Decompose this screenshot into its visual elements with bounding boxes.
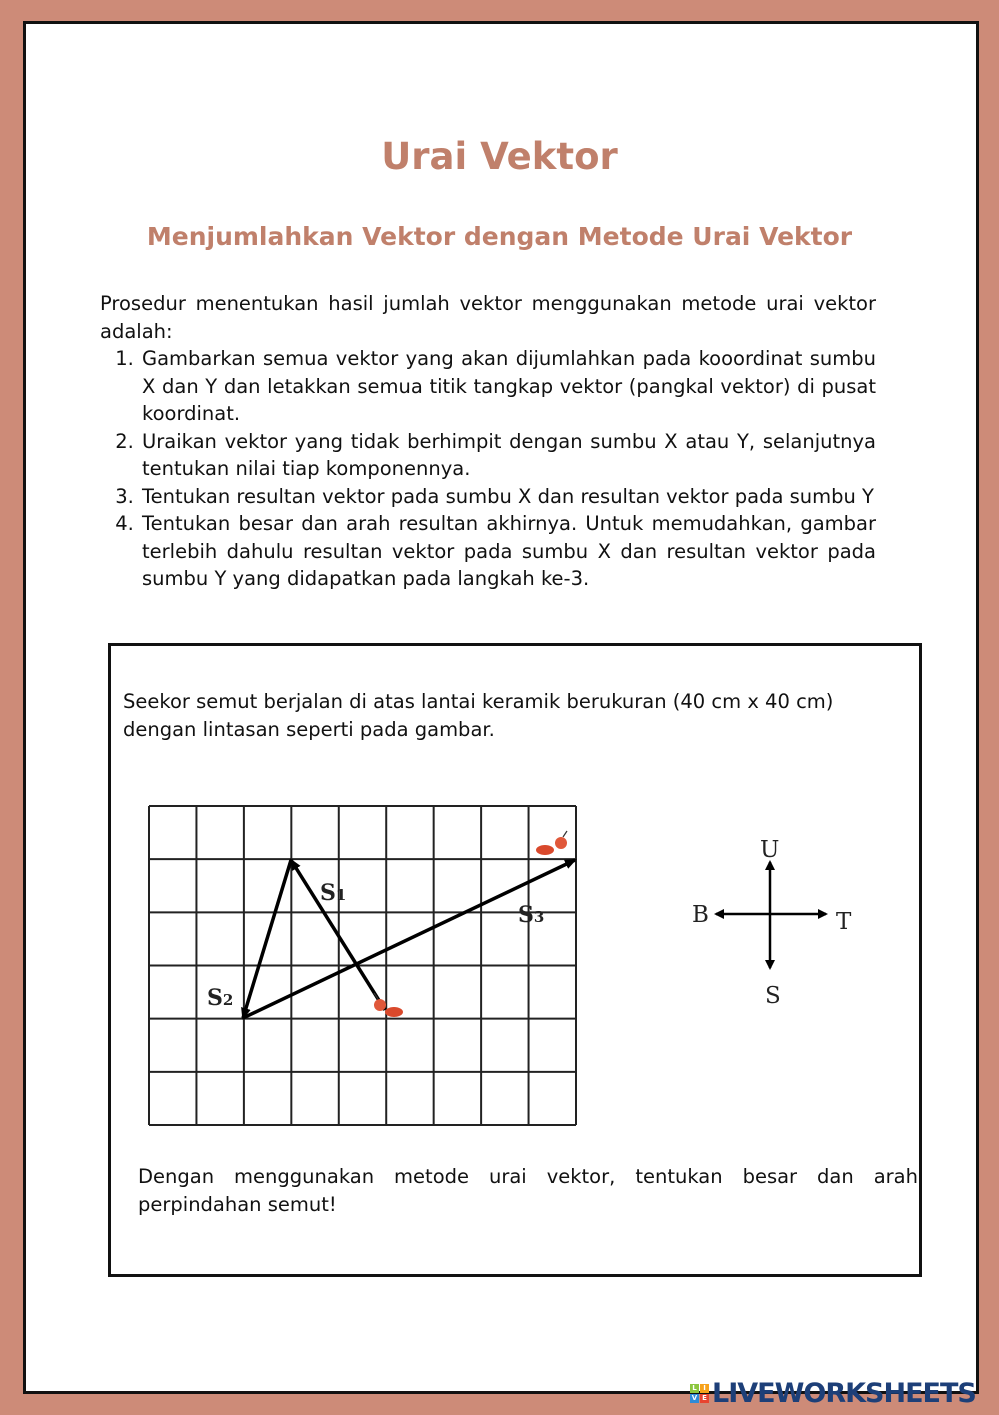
label-s1: S1 — [320, 880, 347, 906]
tile-grid — [149, 806, 576, 1125]
step-2: 2. Uraikan vektor yang tidak berhimpit dengan sumbu X atau Y, selanjutnya tentukan nilai tiap komponennya. — [140, 428, 876, 483]
procedure-intro: Prosedur menentukan hasil jumlah vektor menggunakan metode urai vektor adalah: — [100, 292, 876, 343]
page-subtitle: Menjumlahkan Vektor dengan Metode Urai Vektor — [146, 222, 853, 251]
ant-end-icon — [536, 831, 567, 855]
logo-wordmark: LIVEWORKSHEETS — [712, 1378, 976, 1409]
step-3: 3. Tentukan resultan vektor pada sumbu X dan resultan vektor pada sumbu Y — [140, 483, 876, 511]
label-s3: S3 — [518, 902, 545, 928]
compass — [692, 837, 852, 1009]
problem-statement: Seekor semut berjalan di atas lantai keramik berukuran (40 cm x 40 cm) dengan lintasan seperti pada gambar. — [123, 690, 834, 741]
compass-east: T — [836, 909, 852, 935]
logo-blocks: L I V E — [690, 1384, 709, 1403]
label-s2: S2 — [207, 985, 234, 1011]
step-1: 1. Gambarkan semua vektor yang akan dijumlahkan pada kooordinat sumbu X dan Y dan letakkan semua titik tangkap vektor (pangkal vektor) di pusat koordinat. — [140, 345, 876, 428]
problem-question: Dengan menggunakan metode urai vektor, tentukan besar dan arah perpindahan semut! — [138, 1165, 918, 1216]
vector-s2 — [243, 860, 291, 1018]
step-4: 4. Tentukan besar dan arah resultan akhirnya. Untuk memudahkan, gambar terlebih dahulu resultan vektor pada sumbu X dan resultan vektor pada sumbu Y yang didapatkan pada langkah ke-3. — [140, 510, 876, 593]
compass-west: B — [692, 902, 709, 928]
vector-s3 — [243, 860, 575, 1018]
liveworksheets-logo — [690, 1378, 976, 1409]
compass-south: S — [765, 983, 781, 1009]
page-title: Urai Vektor — [381, 135, 618, 178]
compass-north: U — [760, 837, 780, 863]
